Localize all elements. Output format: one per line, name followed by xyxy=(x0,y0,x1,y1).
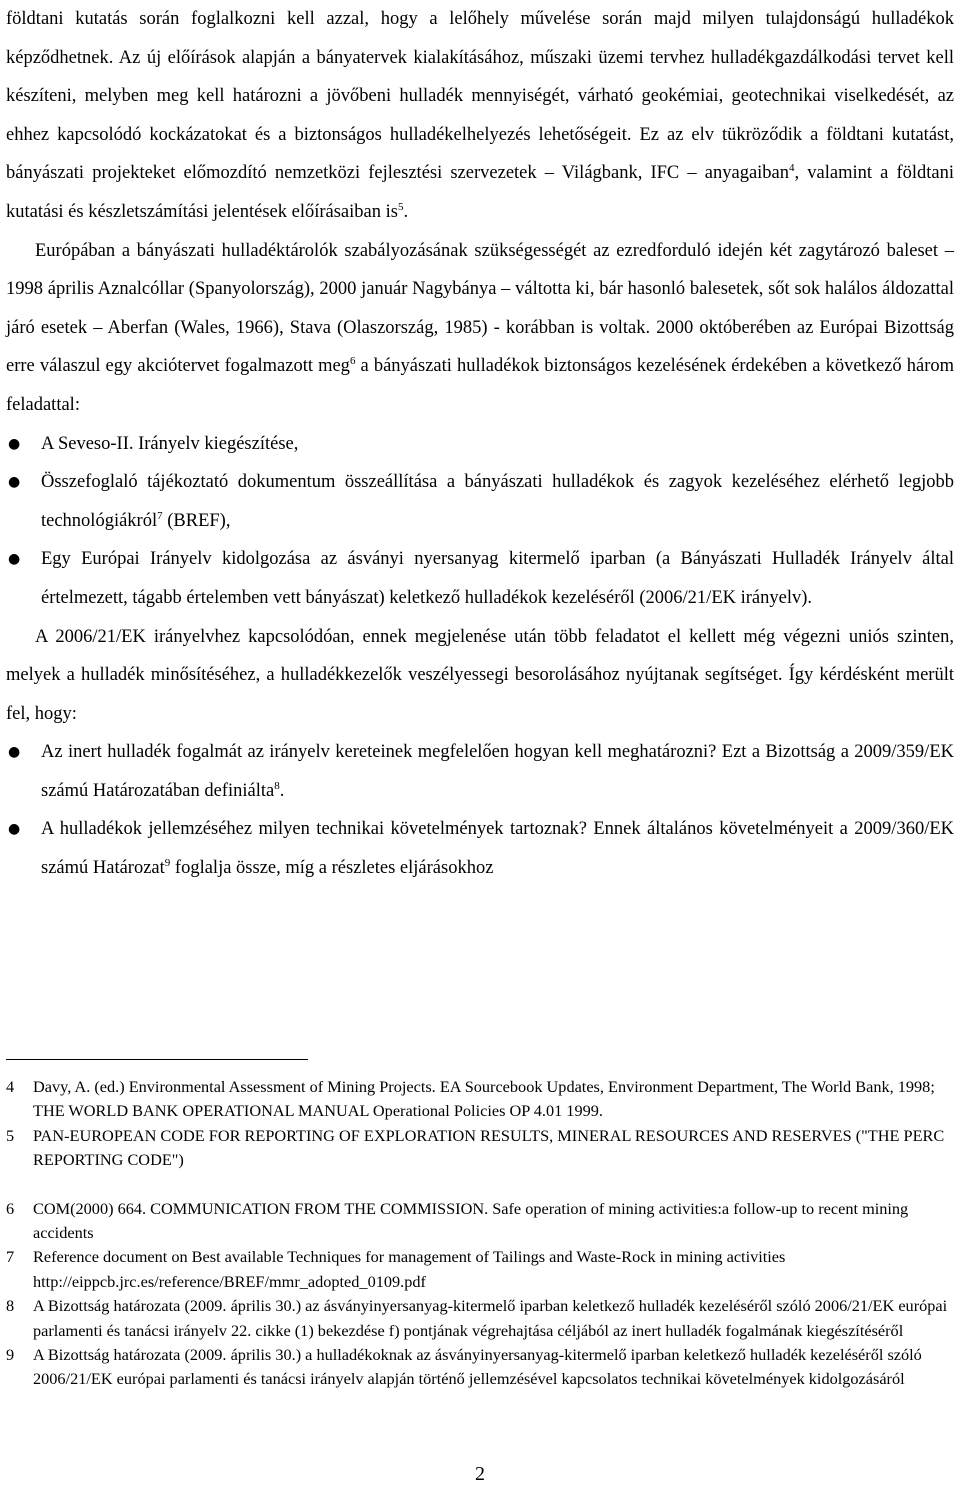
list-item: ● A hulladékok jellemzéséhez milyen technikai követelmények tartoznak? Ennek általános követelményeit a 2009/360/EK számú Határozat$^9$ foglalja össze, míg a részletes eljárásokhoz xyxy=(6,810,954,887)
list-item: ● A Seveso-II. Irányelv kiegészítése, xyxy=(6,425,954,464)
footnote xyxy=(6,1124,954,1173)
footnote-number: 5 xyxy=(6,1125,15,1145)
footnote-number: 7 xyxy=(6,1247,15,1267)
footnote-ref-4[interactable]: 4 xyxy=(789,162,795,175)
footnote-number: 8 xyxy=(6,1296,15,1316)
bullet-icon: ● xyxy=(8,821,21,838)
paragraph-3: A 2006/21/EK irányelvhez kapcsolódóan, ennek megjelenése után több feladatot el kellett még végezni uniós szinten, melyek a hulladék minősítéséhez, a hulladékkezelők veszélyessegi besorolásához nyújtanak segítséget. Így kérdésként merült fel, hogy: xyxy=(6,626,954,724)
footnote-number: 4 xyxy=(6,1077,15,1096)
bullet-icon: ● xyxy=(8,551,21,568)
footnote-number: 6 xyxy=(6,1198,15,1218)
page-number: 2 xyxy=(475,1463,485,1485)
question-list xyxy=(6,733,954,887)
bullet-icon: ● xyxy=(8,435,21,452)
footnote-ref-8[interactable]: 8 xyxy=(274,779,280,792)
footnote-ref-9[interactable]: 9 xyxy=(164,857,171,870)
footnote-ref-7[interactable]: 7 xyxy=(157,509,163,522)
footnotes xyxy=(6,1075,954,1392)
task-list xyxy=(6,425,954,618)
footnote-separator xyxy=(6,1059,308,1060)
list-item: ● Az inert hulladék fogalmát az irányelv kereteinek megfelelően hogyan kell meghatározni? Ezt a Bizottság a 2009/359/EK számú Határozatában definiálta$^8$. xyxy=(6,733,954,810)
paragraph-2: Európában a bányászati hulladéktárolók szabályozásának szükségességét az ezredforduló idején két zagytározó baleset – 1998 április Aznalcóllar (Spanyolország), 2000 január Nagybánya – váltotta ki, bár hasonló balesetek, sőt sok halálos áldozattal járó esetek – Aberfan (Wales, 1966), Stava (Olaszország, 1985) - korábban is voltak. 2000 októberében az Európai Bizottság erre válaszul egy akciótervet fogalmazott meg$^6$ a bányászati hulladékok biztonságos kezelésének érdekében a következő három feladattal: xyxy=(6,240,954,415)
footnote xyxy=(6,1343,954,1392)
bullet-icon: ● xyxy=(8,474,21,491)
footnote-text: PAN-EUROPEAN CODE FOR REPORTING OF EXPLORATION RESULTS, MINERAL RESOURCES AND RESERVES ("THE PERC REPORTING CODE") xyxy=(33,1125,945,1170)
footnote-text: A Bizottság határozata (2009. április 30.) az ásványinyersanyag-kitermelő iparban keletkező hulladék kezeléséről szóló 2006/21/EK európai parlamenti és tanácsi irányelv 22. cikke (1) bekezdése f) pontjának végrehajtása céljából az inert hulladék fogalmának kiegészítéséről xyxy=(33,1296,948,1340)
footnote xyxy=(6,1197,954,1246)
paragraph-1: földtani kutatás során foglalkozni kell azzal, hogy a lelőhely művelése során majd milyen tulajdonságú hulladékok képződhetnek. Az új előírások alapján a bányatervek kialakításához, műszaki üzemi tervhez hulladékgazdálkodási tervet kell készíteni, melyben meg kell határozni a jövőbeni hulladék mennyiségét, várható geokémiai, geotechnikai viselkedését, az ehhez kapcsolódó kockázatokat és a biztonságos hulladékelhelyezés lehetőségeit. Ez az elv tükröződik a földtani kutatást, bányászati projekteket előmozdító nemzetközi fejlesztési szervezetek – Világbank, IFC – anyagaiban$^4$, valamint a földtani kutatási és készletszámítási jelentések előírásaiban $is^5$. xyxy=(6,9,954,222)
document-body xyxy=(6,0,954,888)
bullet-icon: ● xyxy=(8,744,21,761)
footnote-text: Davy, A. (ed.) Environmental Assessment of Mining Projects. EA Sourcebook Updates, Environment Department, The World Bank, 1998; THE WORLD BANK OPERATIONAL MANUAL Operational Policies OP 4.01 1999. xyxy=(33,1077,935,1121)
footnote-text: COM(2000) 664. COMMUNICATION FROM THE COMMISSION. Safe operation of mining activities:a follow-up to recent mining accidents xyxy=(33,1198,909,1243)
footnote-text: Reference document on Best available Techniques for management of Tailings and Waste-Rock in mining activities http://eippcb.jrc.es/reference/BREF/mmr_adopted_0109.pdf xyxy=(33,1247,786,1291)
list-item: ● Összefoglaló tájékoztató dokumentum összeállítása a bányászati hulladékok és zagyok kezeléséhez elérhető legjobb technológiákról$^7$ (BREF), xyxy=(6,463,954,540)
footnote xyxy=(6,1075,954,1124)
footnote-text: A Bizottság határozata (2009. április 30.) a hulladékoknak az ásványinyersanyag-kitermelő iparban keletkező hulladék kezeléséről szóló 2006/21/EK európai parlamenti és tanácsi irányelv alapján történő jellemzésével kapcsolatos technikai követelmények kidolgozásáról xyxy=(33,1345,922,1389)
footnote-ref-6[interactable]: 6 xyxy=(349,355,356,368)
footnote xyxy=(6,1245,954,1294)
list-item: ● Egy Európai Irányelv kidolgozása az ásványi nyersanyag kitermelő iparban (a Bányászati Hulladék Irányelv által értelmezett, tágabb értelemben vett bányászat) keletkező hulladékok kezeléséről (2006/21/EK irányelv). xyxy=(6,540,954,617)
footnote-ref-5[interactable]: 5 xyxy=(397,200,404,213)
footnote xyxy=(6,1294,954,1343)
footnote-number: 9 xyxy=(6,1345,15,1365)
